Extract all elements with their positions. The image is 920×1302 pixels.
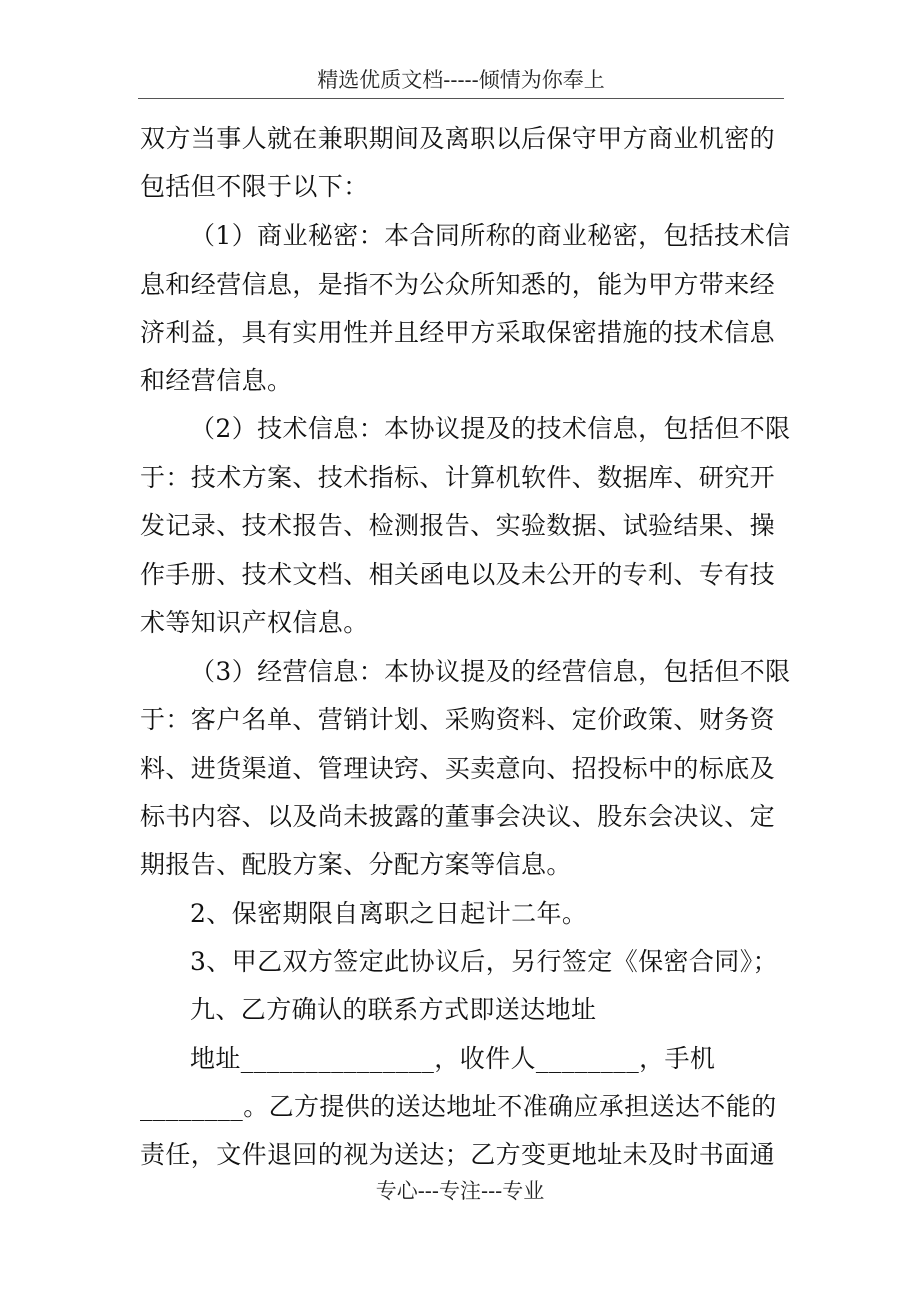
body-line: ________。乙方提供的送达地址不准确应承担送达不能的 xyxy=(140,1092,777,1121)
page-footer: 专心---专注---专业 xyxy=(375,1179,545,1203)
body-line: （2）技术信息：本协议提及的技术信息，包括但不限 xyxy=(190,414,791,443)
body-line: 标书内容、以及尚未披露的董事会决议、股东会决议、定 xyxy=(140,802,776,831)
body-line: 3、甲乙双方签定此协议后，另行签定《保密合同》； xyxy=(190,947,779,976)
page-header: 精选优质文档-----倾情为你奉上 xyxy=(138,62,784,99)
body-line: 2、保密期限自离职之日起计二年。 xyxy=(190,899,588,928)
body-line: 期报告、配股方案、分配方案等信息。 xyxy=(140,850,572,879)
body-line: 息和经营信息，是指不为公众所知悉的，能为甲方带来经 xyxy=(140,270,776,299)
body-line: 九、乙方确认的联系方式即送达地址 xyxy=(190,995,597,1024)
body-line: 济利益，具有实用性并且经甲方采取保密措施的技术信息 xyxy=(140,318,776,347)
body-line: 作手册、技术文档、相关函电以及未公开的专利、专有技 xyxy=(140,560,776,589)
body-line: 地址_______________，收件人________，手机 xyxy=(190,1044,716,1073)
body-line: 和经营信息。 xyxy=(140,366,293,395)
body-line: 术等知识产权信息。 xyxy=(140,608,369,637)
body-line: 于：技术方案、技术指标、计算机软件、数据库、研究开 xyxy=(140,463,776,492)
body-line: 料、进货渠道、管理诀窍、买卖意向、招投标中的标底及 xyxy=(140,754,776,783)
body-line: 责任，文件退回的视为送达；乙方变更地址未及时书面通 xyxy=(140,1140,776,1169)
body-line: （1）商业秘密：本合同所称的商业秘密，包括技术信 xyxy=(190,221,791,250)
body-line: 双方当事人就在兼职期间及离职以后保守甲方商业机密的 xyxy=(140,124,776,153)
body-line: （3）经营信息：本协议提及的经营信息，包括但不限 xyxy=(190,657,791,686)
body-line: 包括但不限于以下： xyxy=(140,172,369,201)
body-line: 于：客户名单、营销计划、采购资料、定价政策、财务资 xyxy=(140,705,776,734)
body-line: 发记录、技术报告、检测报告、实验数据、试验结果、操 xyxy=(140,511,776,540)
